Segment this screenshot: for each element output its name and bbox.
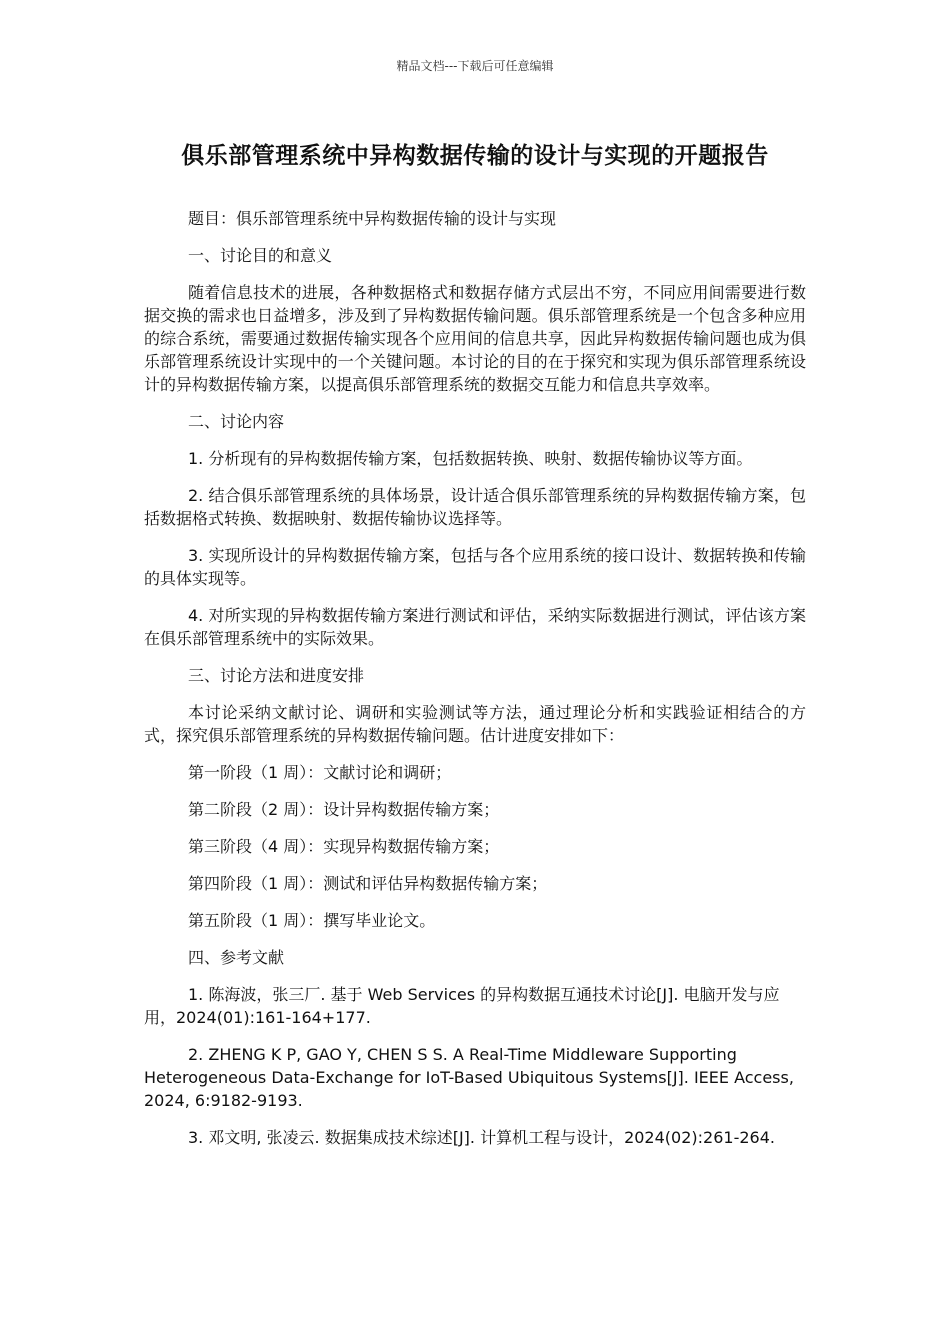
reference-3: 3. 邓文明, 张凌云. 数据集成技术综述[J]. 计算机工程与设计，2024(02):261-264. <box>188 1128 775 1147</box>
stage-4: 第四阶段（1 周）：测试和评估异构数据传输方案； <box>188 874 548 893</box>
section-3-paragraph: 本讨论采纳文献讨论、调研和实验测试等方法，通过理论分析和实践验证相结合的方式，探究俱乐部管理系统的异构数据传输问题。估计进度安排如下： <box>144 703 806 745</box>
reference-2: 2. ZHENG K P, GAO Y, CHEN S S. A Real-Time Middleware Supporting Heterogeneous Data-Exchange for IoT-Based Ubiquitous Systems[J]. IEEE Access, 2024, 6:9182-9193. <box>144 1045 794 1110</box>
content-item-2: 2. 结合俱乐部管理系统的具体场景，设计适合俱乐部管理系统的异构数据传输方案，包括数据格式转换、数据映射、数据传输协议选择等。 <box>144 486 806 528</box>
content-item-3: 3. 实现所设计的异构数据传输方案，包括与各个应用系统的接口设计、数据转换和传输的具体实现等。 <box>144 546 806 588</box>
content-item-1: 1. 分析现有的异构数据传输方案，包括数据转换、映射、数据传输协议等方面。 <box>188 449 753 468</box>
section-3-heading: 三、讨论方法和进度安排 <box>188 666 365 685</box>
document-body <box>144 207 806 1163</box>
page-title: 俱乐部管理系统中异构数据传输的设计与实现的开题报告 <box>181 143 769 169</box>
stage-2: 第二阶段（2 周）：设计异构数据传输方案； <box>188 800 500 819</box>
section-2-heading: 二、讨论内容 <box>188 412 285 431</box>
section-1-heading: 一、讨论目的和意义 <box>188 246 333 265</box>
section-4-heading: 四、参考文献 <box>188 948 285 967</box>
stage-5: 第五阶段（1 周）：撰写毕业论文。 <box>188 911 436 930</box>
content-item-4: 4. 对所实现的异构数据传输方案进行测试和评估，采纳实际数据进行测试，评估该方案在俱乐部管理系统中的实际效果。 <box>144 606 806 648</box>
stage-3: 第三阶段（4 周）：实现异构数据传输方案； <box>188 837 500 856</box>
section-1-paragraph: 随着信息技术的进展，各种数据格式和数据存储方式层出不穷，不同应用间需要进行数据交换的需求也日益增多，涉及到了异构数据传输问题。俱乐部管理系统是一个包含多种应用的综合系统，需要通过数据传输实现各个应用间的信息共享，因此异构数据传输问题也成为俱乐部管理系统设计实现中的一个关键问题。本讨论的目的在于探究和实现为俱乐部管理系统设计的异构数据传输方案，以提高俱乐部管理系统的数据交互能力和信息共享效率。 <box>144 283 806 394</box>
reference-1: 1. 陈海波，张三厂. 基于 Web Services 的异构数据互通技术讨论[J]. 电脑开发与应用，2024(01):161-164+177. <box>144 985 780 1027</box>
stage-1: 第一阶段（1 周）：文献讨论和调研； <box>188 763 452 782</box>
topic-line: 题目：俱乐部管理系统中异构数据传输的设计与实现 <box>188 209 557 228</box>
header-note: 精品文档---下载后可任意编辑 <box>396 59 554 73</box>
